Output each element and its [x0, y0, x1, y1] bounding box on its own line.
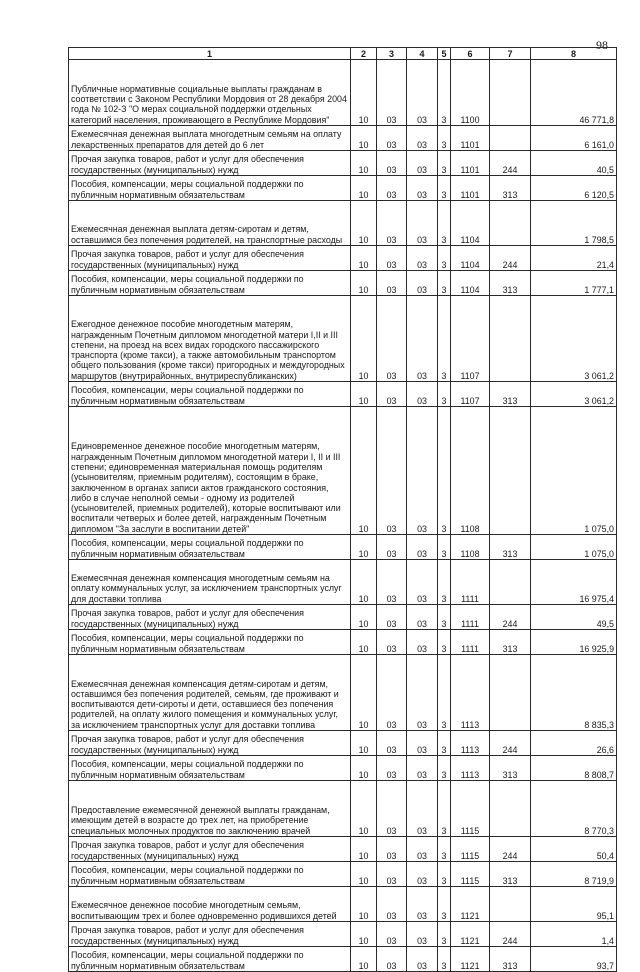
row-name-cell	[69, 560, 351, 605]
table-row	[69, 731, 617, 756]
subprogram-code-cell: 3	[438, 947, 451, 972]
subsection-code-cell: 03	[377, 201, 407, 246]
section-code-cell: 10	[351, 246, 377, 271]
subprogram-code-cell: 3	[438, 535, 451, 560]
table-row	[69, 126, 617, 151]
subprogram-code-cell: 3	[438, 151, 451, 176]
row-name-cell	[69, 862, 351, 887]
expense-type-cell	[490, 60, 531, 126]
item-code-cell: 1100	[451, 60, 490, 126]
table-row	[69, 655, 617, 731]
item-code-cell: 1115	[451, 781, 490, 837]
section-code-cell: 10	[351, 781, 377, 837]
subsection-code-cell: 03	[377, 922, 407, 947]
subsection-code-cell: 03	[377, 151, 407, 176]
page-number: 98	[596, 38, 608, 52]
program-code-cell: 03	[407, 535, 438, 560]
table-row	[69, 60, 617, 126]
row-name-text: Прочая закупка товаров, работ и услуг для обеспечения государственных (муниципальных) нужд	[71, 249, 304, 270]
table-body	[69, 60, 617, 972]
budget-table	[68, 47, 617, 972]
expense-type-cell: 313	[490, 382, 531, 407]
item-code-cell: 1107	[451, 296, 490, 382]
amount-cell: 21,4	[531, 246, 617, 271]
table-row	[69, 605, 617, 630]
section-code-cell: 10	[351, 605, 377, 630]
program-code-cell: 03	[407, 407, 438, 535]
row-name-cell	[69, 837, 351, 862]
subprogram-code-cell: 3	[438, 176, 451, 201]
subsection-code-cell: 03	[377, 60, 407, 126]
subprogram-code-cell: 3	[438, 781, 451, 837]
program-code-cell: 03	[407, 947, 438, 972]
expense-type-cell: 244	[490, 605, 531, 630]
item-code-cell: 1115	[451, 837, 490, 862]
row-name-text: Пособия, компенсации, меры социальной поддержки по публичным нормативным обязательствам	[71, 274, 304, 295]
section-code-cell: 10	[351, 201, 377, 246]
amount-cell: 40,5	[531, 151, 617, 176]
row-name-cell	[69, 731, 351, 756]
table-row	[69, 837, 617, 862]
expense-type-cell	[490, 296, 531, 382]
row-name-text: Ежемесячная денежная выплата многодетным семьям на оплату лекарственных препаратов для детей до 6 лет	[71, 129, 342, 150]
row-name-cell	[69, 407, 351, 535]
table-row	[69, 560, 617, 605]
amount-cell: 49,5	[531, 605, 617, 630]
amount-cell: 8 835,3	[531, 655, 617, 731]
table-row	[69, 887, 617, 922]
program-code-cell: 03	[407, 837, 438, 862]
subprogram-code-cell: 3	[438, 246, 451, 271]
row-name-text: Предоставление ежемесячной денежной выплаты гражданам, имеющим детей в возрасте до трех лет, на приобретение специальных молочных продуктов по заключению врачей	[71, 805, 330, 836]
program-code-cell: 03	[407, 655, 438, 731]
program-code-cell: 03	[407, 630, 438, 655]
section-code-cell: 10	[351, 731, 377, 756]
section-code-cell: 10	[351, 126, 377, 151]
header-cell: 3	[377, 48, 407, 60]
table-row	[69, 922, 617, 947]
program-code-cell: 03	[407, 271, 438, 296]
row-name-text: Пособия, компенсации, меры социальной поддержки по публичным нормативным обязательствам	[71, 179, 304, 200]
expense-type-cell: 313	[490, 176, 531, 201]
item-code-cell: 1101	[451, 151, 490, 176]
item-code-cell: 1111	[451, 605, 490, 630]
section-code-cell: 10	[351, 630, 377, 655]
section-code-cell: 10	[351, 756, 377, 781]
expense-type-cell	[490, 887, 531, 922]
program-code-cell: 03	[407, 560, 438, 605]
subsection-code-cell: 03	[377, 731, 407, 756]
amount-cell: 8 808,7	[531, 756, 617, 781]
subsection-code-cell: 03	[377, 781, 407, 837]
subsection-code-cell: 03	[377, 560, 407, 605]
section-code-cell: 10	[351, 296, 377, 382]
row-name-text: Ежегодное денежное пособие многодетным матерям, награжденным Почетным дипломом многодетной матери I,II и III степени, на проезд на всех видах городского пассажирского транспорта (кроме такси), а также автомобильным транспортом общего пользования (кроме такси) пригородных и междугородных маршрутов (внутрирайонных, внутриреспубликанских)	[71, 319, 345, 381]
subprogram-code-cell: 3	[438, 887, 451, 922]
table-row	[69, 296, 617, 382]
item-code-cell: 1104	[451, 246, 490, 271]
row-name-cell	[69, 630, 351, 655]
amount-cell: 16 975,4	[531, 560, 617, 605]
subprogram-code-cell: 3	[438, 296, 451, 382]
expense-type-cell: 244	[490, 922, 531, 947]
program-code-cell: 03	[407, 922, 438, 947]
row-name-cell	[69, 781, 351, 837]
item-code-cell: 1104	[451, 201, 490, 246]
section-code-cell: 10	[351, 60, 377, 126]
subsection-code-cell: 03	[377, 246, 407, 271]
item-code-cell: 1121	[451, 947, 490, 972]
subsection-code-cell: 03	[377, 407, 407, 535]
amount-cell: 1 075,0	[531, 535, 617, 560]
subsection-code-cell: 03	[377, 887, 407, 922]
row-name-cell	[69, 655, 351, 731]
row-name-cell	[69, 947, 351, 972]
item-code-cell: 1101	[451, 176, 490, 201]
subprogram-code-cell: 3	[438, 407, 451, 535]
amount-cell: 95,1	[531, 887, 617, 922]
row-name-text: Прочая закупка товаров, работ и услуг для обеспечения государственных (муниципальных) нужд	[71, 840, 304, 861]
table-row	[69, 176, 617, 201]
header-row	[69, 48, 617, 60]
section-code-cell: 10	[351, 407, 377, 535]
subprogram-code-cell: 3	[438, 922, 451, 947]
expense-type-cell	[490, 201, 531, 246]
row-name-text: Пособия, компенсации, меры социальной поддержки по публичным нормативным обязательствам	[71, 950, 304, 971]
row-name-text: Пособия, компенсации, меры социальной поддержки по публичным нормативным обязательствам	[71, 759, 304, 780]
table-row	[69, 535, 617, 560]
section-code-cell: 10	[351, 151, 377, 176]
amount-cell: 3 061,2	[531, 382, 617, 407]
table-row	[69, 862, 617, 887]
row-name-text: Прочая закупка товаров, работ и услуг для обеспечения государственных (муниципальных) нужд	[71, 925, 304, 946]
item-code-cell: 1101	[451, 126, 490, 151]
table-row	[69, 947, 617, 972]
header-cell: 7	[490, 48, 531, 60]
row-name-text: Ежемесячная денежная выплата детям-сиротам и детям, оставшимся без попечения родителей, на транспортные расходы	[71, 224, 343, 245]
program-code-cell: 03	[407, 756, 438, 781]
subsection-code-cell: 03	[377, 271, 407, 296]
section-code-cell: 10	[351, 947, 377, 972]
section-code-cell: 10	[351, 887, 377, 922]
row-name-cell	[69, 246, 351, 271]
item-code-cell: 1121	[451, 887, 490, 922]
row-name-cell	[69, 535, 351, 560]
subprogram-code-cell: 3	[438, 201, 451, 246]
table-row	[69, 382, 617, 407]
amount-cell: 50,4	[531, 837, 617, 862]
expense-type-cell	[490, 126, 531, 151]
header-cell: 2	[351, 48, 377, 60]
amount-cell: 1 075,0	[531, 407, 617, 535]
row-name-text: Ежемесячная денежная компенсация многодетным семьям на оплату коммунальных услуг, за исключением транспортных услуг для доставки топлива	[71, 573, 342, 604]
subprogram-code-cell: 3	[438, 126, 451, 151]
item-code-cell: 1113	[451, 756, 490, 781]
row-name-text: Прочая закупка товаров, работ и услуг для обеспечения государственных (муниципальных) нужд	[71, 154, 304, 175]
row-name-cell	[69, 756, 351, 781]
section-code-cell: 10	[351, 862, 377, 887]
subprogram-code-cell: 3	[438, 630, 451, 655]
subprogram-code-cell: 3	[438, 605, 451, 630]
row-name-text: Пособия, компенсации, меры социальной поддержки по публичным нормативным обязательствам	[71, 633, 304, 654]
program-code-cell: 03	[407, 201, 438, 246]
row-name-cell	[69, 126, 351, 151]
item-code-cell: 1113	[451, 731, 490, 756]
subprogram-code-cell: 3	[438, 837, 451, 862]
section-code-cell: 10	[351, 176, 377, 201]
subsection-code-cell: 03	[377, 655, 407, 731]
subprogram-code-cell: 3	[438, 382, 451, 407]
row-name-text: Пособия, компенсации, меры социальной поддержки по публичным нормативным обязательствам	[71, 385, 304, 406]
subsection-code-cell: 03	[377, 176, 407, 201]
row-name-text: Ежемесячная денежная компенсация детям-сиротам и детям, оставшимся без попечения родителей, семьям, где проживают и воспитываются дети-сироты и дети, оставшиеся без попечения родителей, на оплату жилого помещения и коммунальных услуг, за исключением транспортных услуг для доставки топлива	[71, 678, 339, 730]
program-code-cell: 03	[407, 605, 438, 630]
subsection-code-cell: 03	[377, 382, 407, 407]
row-name-text: Публичные нормативные социальные выплаты гражданам в соответствии с Законом Республики Мордовия от 28 декабря 2004 года № 102-З "О мерах социальной поддержки отдельных категорий населения, проживающего в Республике Мордовия"	[71, 83, 347, 125]
amount-cell: 26,6	[531, 731, 617, 756]
amount-cell: 8 770,3	[531, 781, 617, 837]
header-cell: 6	[451, 48, 490, 60]
section-code-cell: 10	[351, 560, 377, 605]
section-code-cell: 10	[351, 271, 377, 296]
item-code-cell: 1113	[451, 655, 490, 731]
amount-cell: 8 719,9	[531, 862, 617, 887]
subsection-code-cell: 03	[377, 947, 407, 972]
expense-type-cell: 313	[490, 862, 531, 887]
subsection-code-cell: 03	[377, 535, 407, 560]
table-row	[69, 271, 617, 296]
row-name-cell	[69, 382, 351, 407]
row-name-cell	[69, 296, 351, 382]
amount-cell: 93,7	[531, 947, 617, 972]
subsection-code-cell: 03	[377, 756, 407, 781]
item-code-cell: 1108	[451, 407, 490, 535]
program-code-cell: 03	[407, 60, 438, 126]
subprogram-code-cell: 3	[438, 560, 451, 605]
table-row	[69, 781, 617, 837]
program-code-cell: 03	[407, 176, 438, 201]
row-name-cell	[69, 922, 351, 947]
amount-cell: 1,4	[531, 922, 617, 947]
amount-cell: 3 061,2	[531, 296, 617, 382]
subsection-code-cell: 03	[377, 126, 407, 151]
row-name-cell	[69, 176, 351, 201]
subsection-code-cell: 03	[377, 862, 407, 887]
row-name-text: Прочая закупка товаров, работ и услуг для обеспечения государственных (муниципальных) нужд	[71, 734, 304, 755]
program-code-cell: 03	[407, 862, 438, 887]
table-row	[69, 151, 617, 176]
row-name-text: Единовременное денежное пособие многодетным матерям, награжденным Почетным дипломом многодетной матери I, II и III степени; единовременная материальная помощь родителям (усыновителям, приемным родителям), состоящим в браке, заключенном в органах записи актов гражданского состояния, либо в случае неполной семьи - одному из родителей (усыновителей, приемных родителей), которые воспитывают или воспитали четверых и более детей, награжденным Почетным дипломом "За заслуги в воспитании детей"	[71, 441, 341, 534]
item-code-cell: 1115	[451, 862, 490, 887]
item-code-cell: 1121	[451, 922, 490, 947]
item-code-cell: 1108	[451, 535, 490, 560]
expense-type-cell: 313	[490, 756, 531, 781]
program-code-cell: 03	[407, 246, 438, 271]
header-cell: 1	[69, 48, 351, 60]
expense-type-cell: 313	[490, 271, 531, 296]
row-name-cell	[69, 887, 351, 922]
expense-type-cell	[490, 407, 531, 535]
expense-type-cell: 244	[490, 837, 531, 862]
table-row	[69, 630, 617, 655]
table-row	[69, 246, 617, 271]
table-row	[69, 407, 617, 535]
amount-cell: 1 777,1	[531, 271, 617, 296]
subprogram-code-cell: 3	[438, 731, 451, 756]
row-name-cell	[69, 605, 351, 630]
row-name-text: Пособия, компенсации, меры социальной поддержки по публичным нормативным обязательствам	[71, 865, 304, 886]
item-code-cell: 1107	[451, 382, 490, 407]
subprogram-code-cell: 3	[438, 756, 451, 781]
amount-cell: 6 161,0	[531, 126, 617, 151]
expense-type-cell	[490, 655, 531, 731]
row-name-cell	[69, 60, 351, 126]
section-code-cell: 10	[351, 382, 377, 407]
expense-type-cell: 313	[490, 947, 531, 972]
amount-cell: 46 771,8	[531, 60, 617, 126]
subsection-code-cell: 03	[377, 605, 407, 630]
item-code-cell: 1104	[451, 271, 490, 296]
section-code-cell: 10	[351, 837, 377, 862]
program-code-cell: 03	[407, 296, 438, 382]
row-name-cell	[69, 201, 351, 246]
subprogram-code-cell: 3	[438, 60, 451, 126]
row-name-cell	[69, 271, 351, 296]
subsection-code-cell: 03	[377, 630, 407, 655]
section-code-cell: 10	[351, 535, 377, 560]
subprogram-code-cell: 3	[438, 655, 451, 731]
amount-cell: 16 925,9	[531, 630, 617, 655]
table-row	[69, 201, 617, 246]
subsection-code-cell: 03	[377, 296, 407, 382]
program-code-cell: 03	[407, 887, 438, 922]
expense-type-cell: 313	[490, 630, 531, 655]
row-name-cell	[69, 151, 351, 176]
subprogram-code-cell: 3	[438, 862, 451, 887]
program-code-cell: 03	[407, 151, 438, 176]
row-name-text: Пособия, компенсации, меры социальной поддержки по публичным нормативным обязательствам	[71, 538, 304, 559]
row-name-text: Ежемесячное денежное пособие многодетным семьям, воспитывающим трех и более одновременно родившихся детей	[71, 900, 337, 921]
item-code-cell: 1111	[451, 560, 490, 605]
section-code-cell: 10	[351, 655, 377, 731]
section-code-cell: 10	[351, 922, 377, 947]
expense-type-cell	[490, 781, 531, 837]
program-code-cell: 03	[407, 126, 438, 151]
amount-cell: 1 798,5	[531, 201, 617, 246]
row-name-text: Прочая закупка товаров, работ и услуг для обеспечения государственных (муниципальных) нужд	[71, 608, 304, 629]
program-code-cell: 03	[407, 781, 438, 837]
program-code-cell: 03	[407, 382, 438, 407]
expense-type-cell: 244	[490, 246, 531, 271]
expense-type-cell: 244	[490, 731, 531, 756]
subprogram-code-cell: 3	[438, 271, 451, 296]
amount-cell: 6 120,5	[531, 176, 617, 201]
expense-type-cell: 244	[490, 151, 531, 176]
header-cell: 5	[438, 48, 451, 60]
expense-type-cell: 313	[490, 535, 531, 560]
program-code-cell: 03	[407, 731, 438, 756]
table-row	[69, 756, 617, 781]
expense-type-cell	[490, 560, 531, 605]
item-code-cell: 1111	[451, 630, 490, 655]
header-cell: 4	[407, 48, 438, 60]
subsection-code-cell: 03	[377, 837, 407, 862]
header-cell: 8	[531, 48, 617, 60]
